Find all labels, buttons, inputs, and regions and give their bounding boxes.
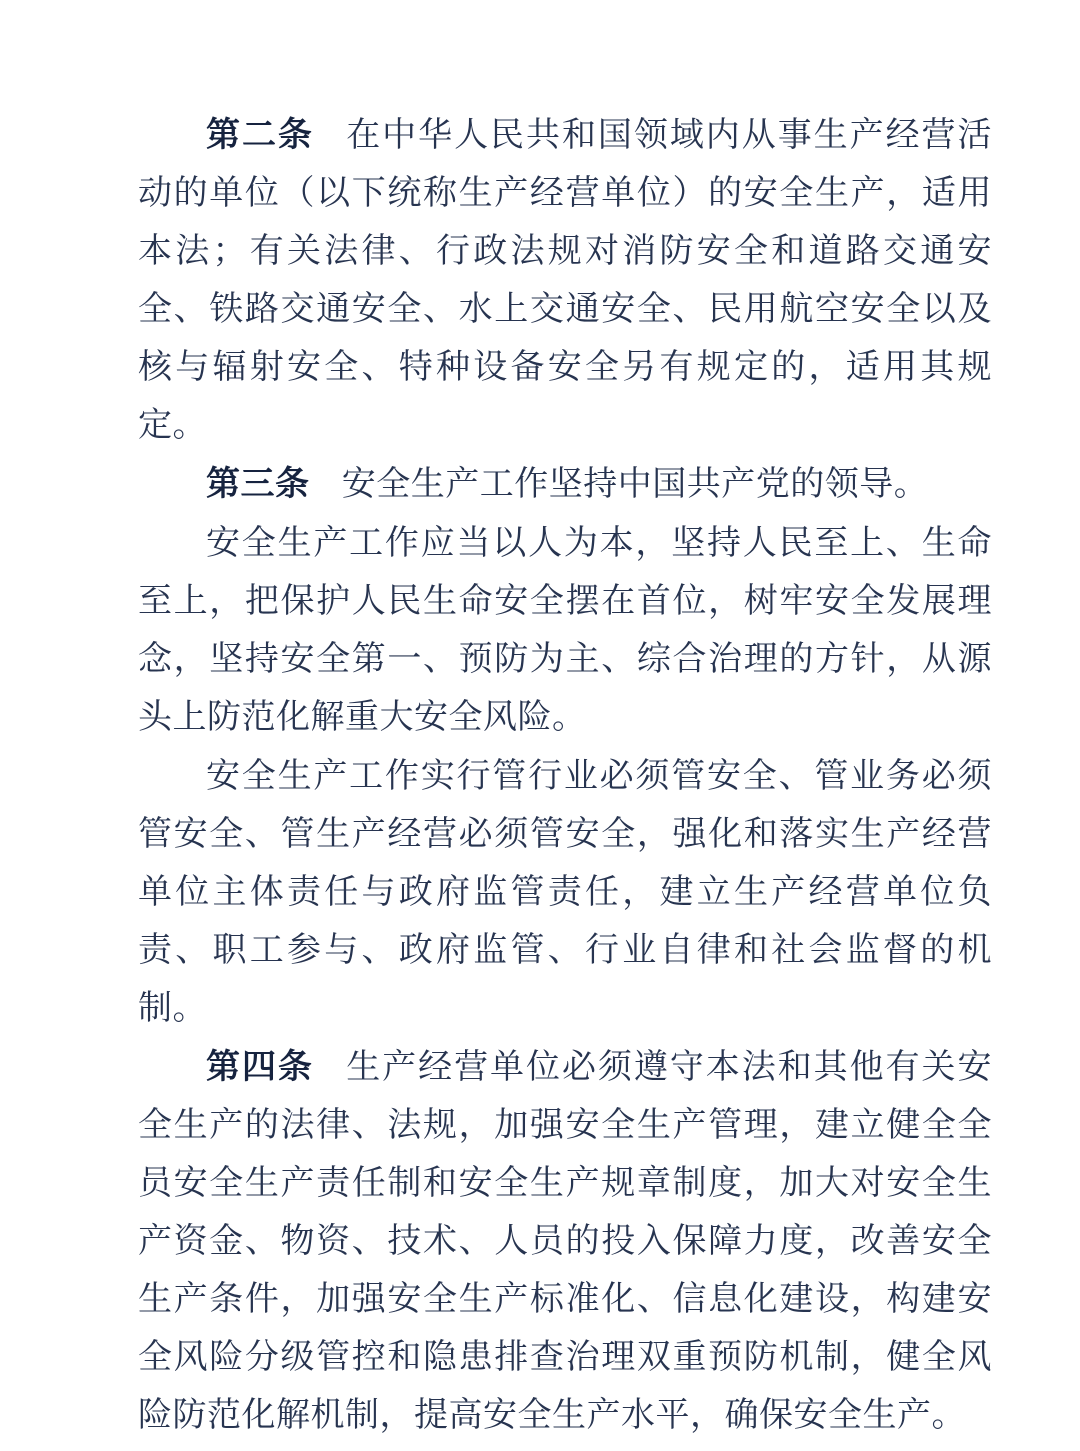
article-number-label: 第三条 — [206, 465, 310, 503]
article-number-label: 第二条 — [206, 116, 314, 154]
paragraph-article-3 — [138, 455, 992, 514]
document-body — [138, 106, 992, 1445]
paragraph-article-2 — [138, 106, 992, 455]
paragraph-text: 安全生产工作应当以人为本，坚持人民至上、生命至上，把保护人民生命安全摆在首位，树牢安全发展理念，坚持安全第一、预防为主、综合治理的方针，从源头上防范化解重大安全风险。 — [138, 525, 992, 736]
article-number-label: 第四条 — [206, 1048, 314, 1086]
paragraph-article-3-clause-2 — [138, 514, 992, 747]
paragraph-text: 生产经营单位必须遵守本法和其他有关安全生产的法律、法规，加强安全生产管理，建立健全全员安全生产责任制和安全生产规章制度，加大对安全生产资金、物资、技术、人员的投入保障力度，改善安全生产条件，加强安全生产标准化、信息化建设，构建安全风险分级管控和隐患排查治理双重预防机制，健全风险防范化解机制，提高安全生产水平，确保安全生产。 — [138, 1049, 993, 1434]
paragraph-article-3-clause-3 — [138, 747, 992, 1038]
paragraph-article-4 — [138, 1038, 992, 1445]
paragraph-text: 安全生产工作坚持中国共产党的领导。 — [341, 466, 929, 503]
paragraph-text: 安全生产工作实行管行业必须管安全、管业务必须管安全、管生产经营必须管安全，强化和落实生产经营单位主体责任与政府监管责任，建立生产经营单位负责、职工参与、政府监管、行业自律和社会监督的机制。 — [138, 758, 992, 1027]
paragraph-text: 在中华人民共和国领域内从事生产经营活动的单位（以下统称生产经营单位）的安全生产，适用本法；有关法律、行政法规对消防安全和道路交通安全、铁路交通安全、水上交通安全、民用航空安全以及核与辐射安全、特种设备安全另有规定的，适用其规定。 — [138, 117, 993, 444]
